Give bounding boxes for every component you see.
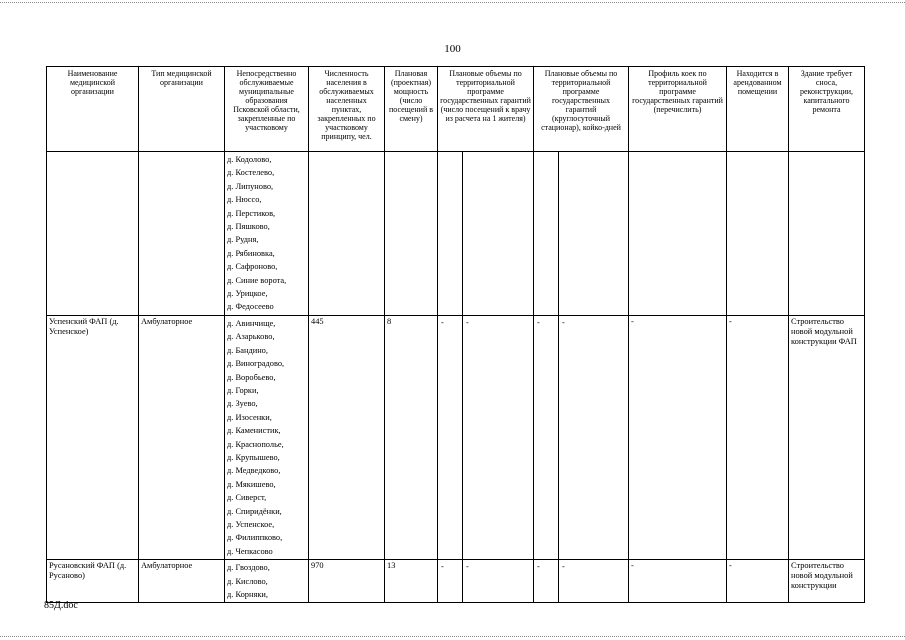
- village-item: д. Азарьково,: [227, 332, 275, 342]
- col-header-capacity: Плановая (проектная) мощность (число посещений в смену): [385, 67, 438, 152]
- village-item: д. Медведково,: [227, 466, 281, 476]
- village-item: д. Горки,: [227, 385, 259, 395]
- beds-cell: [534, 315, 629, 559]
- beds-cell: [534, 560, 629, 603]
- village-item: д. Успенское,: [227, 519, 275, 529]
- scan-edge-top: [0, 2, 905, 3]
- bed-profile-cell: [629, 152, 727, 316]
- rented-cell: -: [727, 560, 789, 603]
- demolition-cell: [789, 152, 865, 316]
- visits-subcell-b: -: [462, 316, 533, 559]
- village-item: д. Воробьево,: [227, 372, 276, 382]
- villages-cell: [225, 152, 309, 316]
- village-item: д. Нюссо,: [227, 195, 262, 205]
- facilities-table: [46, 66, 865, 603]
- facility-type-cell: [139, 152, 225, 316]
- header-row: [47, 67, 865, 152]
- beds-subcell-a: -: [537, 562, 540, 572]
- demolition-cell: Строительство новой модульной конструкции: [789, 560, 865, 603]
- villages-cell: [225, 315, 309, 559]
- village-item: д. Синие ворота,: [227, 275, 287, 285]
- beds-subcell-a: [534, 152, 558, 315]
- scan-edge-bottom: [0, 636, 905, 637]
- visits-cell: [438, 152, 534, 316]
- village-item: д. Зуево,: [227, 399, 258, 409]
- file-name-footer: 85Д.doc: [44, 600, 78, 611]
- visits-cell: [438, 315, 534, 559]
- rented-cell: [727, 152, 789, 316]
- capacity-cell: 13: [385, 560, 438, 603]
- beds-cell: [534, 152, 629, 316]
- village-item: д. Сиверст,: [227, 493, 267, 503]
- beds-subcell-b: -: [558, 560, 628, 602]
- population-cell: 445: [309, 315, 385, 559]
- village-item: д. Урицкое,: [227, 289, 268, 299]
- village-item: д. Сафроново,: [227, 262, 278, 272]
- population-cell: [309, 152, 385, 316]
- village-item: д. Изосенки,: [227, 412, 272, 422]
- village-item: д. Краснополье,: [227, 439, 284, 449]
- table-row: [47, 315, 865, 559]
- col-header-visits: Плановые объемы по территориальной программе государственных гарантий (число посещений к врачу из расчета на 1 жителя): [438, 67, 534, 152]
- demolition-cell: Строительство новой модульной конструкции ФАП: [789, 315, 865, 559]
- village-item: д. Каменистик,: [227, 426, 281, 436]
- village-item: д. Липуново,: [227, 181, 274, 191]
- village-item: д. Костелево,: [227, 168, 275, 178]
- visits-subcell-a: -: [441, 317, 444, 327]
- col-header-beds: Плановые объемы по территориальной программе государственных гарантий (круглосуточный стационар), койко-дней: [534, 67, 629, 152]
- col-header-population: Численность населения в обслуживаемых населенных пунктах, закрепленных по участковому принципу, чел.: [309, 67, 385, 152]
- table-row: [47, 560, 865, 603]
- facility-type-cell: Амбулаторное: [139, 315, 225, 559]
- table-row: [47, 152, 865, 316]
- col-header-name: Наименование медицинской организации: [47, 67, 139, 152]
- village-item: д. Пяшково,: [227, 222, 270, 232]
- beds-subcell-a: -: [537, 317, 540, 327]
- village-item: д. Филиппково,: [227, 533, 283, 543]
- village-item: д. Бандино,: [227, 345, 268, 355]
- bed-profile-cell: -: [629, 315, 727, 559]
- facility-type-cell: Амбулаторное: [139, 560, 225, 603]
- village-item: д. Виноградово,: [227, 359, 285, 369]
- visits-cell: [438, 560, 534, 603]
- village-item: д. Крупышево,: [227, 452, 280, 462]
- capacity-cell: [385, 152, 438, 316]
- facility-name-cell: Успенский ФАП (д. Успенское): [47, 315, 139, 559]
- col-header-rented: Находится в арендованном помещении: [727, 67, 789, 152]
- visits-subcell-b: [462, 152, 533, 315]
- village-item: д. Рудня,: [227, 235, 259, 245]
- col-header-type: Тип медицинской организации: [139, 67, 225, 152]
- village-item: д. Федосеево: [227, 302, 274, 312]
- visits-subcell-b: -: [462, 560, 533, 602]
- visits-subcell-a: -: [441, 562, 444, 572]
- villages-cell: [225, 560, 309, 603]
- page-number: 100: [444, 43, 461, 55]
- beds-subcell-b: [558, 152, 628, 315]
- village-item: д. Гвоздово,: [227, 563, 270, 573]
- col-header-demolition: Здание требует сноса, реконструкции, капитального ремонта: [789, 67, 865, 152]
- beds-subcell-b: -: [558, 316, 628, 559]
- capacity-cell: 8: [385, 315, 438, 559]
- village-item: д. Чепкасово: [227, 546, 273, 556]
- facility-name-cell: Русановский ФАП (д. Русаново): [47, 560, 139, 603]
- rented-cell: -: [727, 315, 789, 559]
- col-header-municipalities: Непосредственно обслуживаемые муниципальные образования Псковской области, закрепленные по участковому: [225, 67, 309, 152]
- facility-name-cell: [47, 152, 139, 316]
- village-item: д. Спиридёнки,: [227, 506, 282, 516]
- village-item: д. Перстиков,: [227, 208, 276, 218]
- village-item: д. Корняки,: [227, 590, 268, 599]
- village-item: д. Мякишево,: [227, 479, 276, 489]
- bed-profile-cell: -: [629, 560, 727, 603]
- col-header-bed-profile: Профиль коек по территориальной программе государственных гарантий (перечислить): [629, 67, 727, 152]
- village-item: д. Авинчище,: [227, 318, 276, 328]
- population-cell: 970: [309, 560, 385, 603]
- village-item: д. Кодолово,: [227, 155, 272, 164]
- village-item: д. Кислово,: [227, 576, 268, 586]
- visits-subcell-a: [438, 152, 462, 315]
- village-item: д. Рябиновка,: [227, 248, 275, 258]
